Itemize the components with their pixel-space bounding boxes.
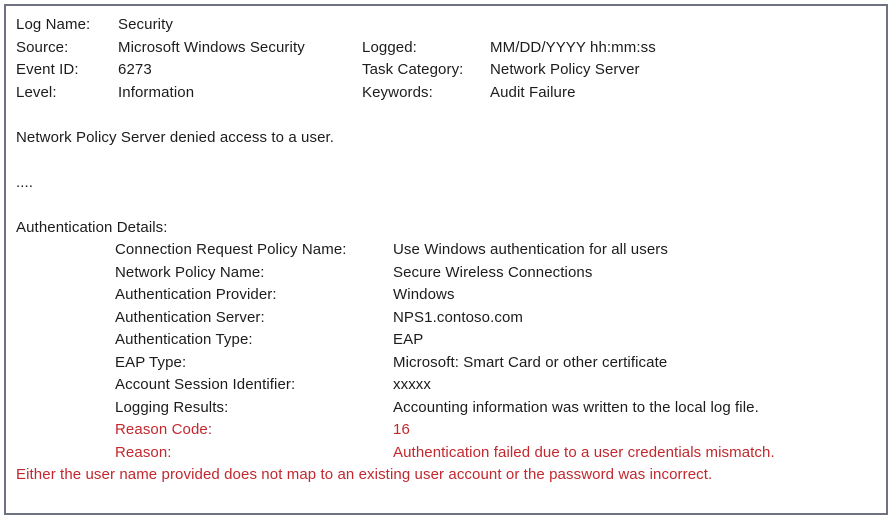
detail-value: Use Windows authentication for all users	[393, 241, 668, 258]
detail-label: Connection Request Policy Name:	[115, 241, 347, 258]
detail-label: Authentication Provider:	[115, 286, 277, 303]
detail-value: EAP	[393, 331, 424, 348]
detail-label: EAP Type:	[115, 353, 187, 371]
detail-row-authentication-type	[16, 329, 876, 352]
field-value: Microsoft Windows Security	[118, 38, 305, 56]
detail-value: Accounting information was written to the local log file.	[393, 398, 759, 416]
event-log-panel	[4, 4, 888, 515]
field-label: Source:	[16, 38, 69, 56]
detail-row-account-session-identifier	[16, 374, 876, 397]
header-row-source	[16, 37, 876, 60]
detail-row-reason-code	[16, 419, 876, 442]
event-header	[16, 14, 876, 104]
field-label: Event ID:	[16, 61, 79, 78]
detail-value: xxxxx	[393, 376, 431, 393]
detail-row-network-policy-name	[16, 262, 876, 285]
detail-label: Reason Code:	[115, 421, 213, 438]
field-value: Audit Failure	[490, 83, 576, 101]
detail-label: Network Policy Name:	[115, 263, 265, 281]
detail-label: Authentication Server:	[115, 308, 265, 326]
field-value: 6273	[118, 61, 152, 78]
field-label	[362, 14, 490, 37]
event-log-content	[6, 6, 886, 487]
event-description: Network Policy Server denied access to a user.	[16, 128, 335, 146]
reason-footer-note: Either the user name provided does not map to an existing user account or the password was incorrect.	[16, 466, 713, 483]
auth-details-heading: Authentication Details:	[16, 218, 168, 236]
field-value: Information	[118, 83, 195, 101]
field-value: Network Policy Server	[490, 61, 640, 78]
field-label: Keywords:	[362, 83, 433, 101]
detail-label: Authentication Type:	[115, 331, 253, 348]
field-value: MM/DD/YYYY hh:mm:ss	[490, 38, 656, 56]
detail-row-authentication-server	[16, 307, 876, 330]
field-label: Log Name:	[16, 16, 91, 33]
field-value: Security	[118, 16, 173, 33]
detail-value: 16	[393, 421, 410, 438]
field-label: Level:	[16, 83, 57, 101]
header-row-log-name	[16, 14, 876, 37]
detail-value: Windows	[393, 286, 455, 303]
detail-row-connection-request-policy	[16, 239, 876, 262]
detail-row-reason	[16, 442, 876, 465]
detail-value: NPS1.contoso.com	[393, 308, 523, 326]
detail-row-eap-type	[16, 352, 876, 375]
detail-label: Logging Results:	[115, 398, 229, 416]
detail-value: Authentication failed due to a user credentials mismatch.	[393, 443, 775, 461]
detail-label: Account Session Identifier:	[115, 376, 296, 393]
detail-row-authentication-provider	[16, 284, 876, 307]
detail-value: Secure Wireless Connections	[393, 263, 593, 281]
field-label: Logged:	[362, 38, 417, 56]
detail-row-logging-results	[16, 397, 876, 420]
detail-label: Reason:	[115, 443, 172, 461]
detail-value: Microsoft: Smart Card or other certificate	[393, 353, 668, 371]
field-label: Task Category:	[362, 61, 464, 78]
field-value	[490, 14, 876, 37]
header-row-event-id	[16, 59, 876, 82]
header-row-level	[16, 82, 876, 105]
auth-details-list	[16, 239, 876, 464]
ellipsis-line: ....	[16, 173, 34, 191]
